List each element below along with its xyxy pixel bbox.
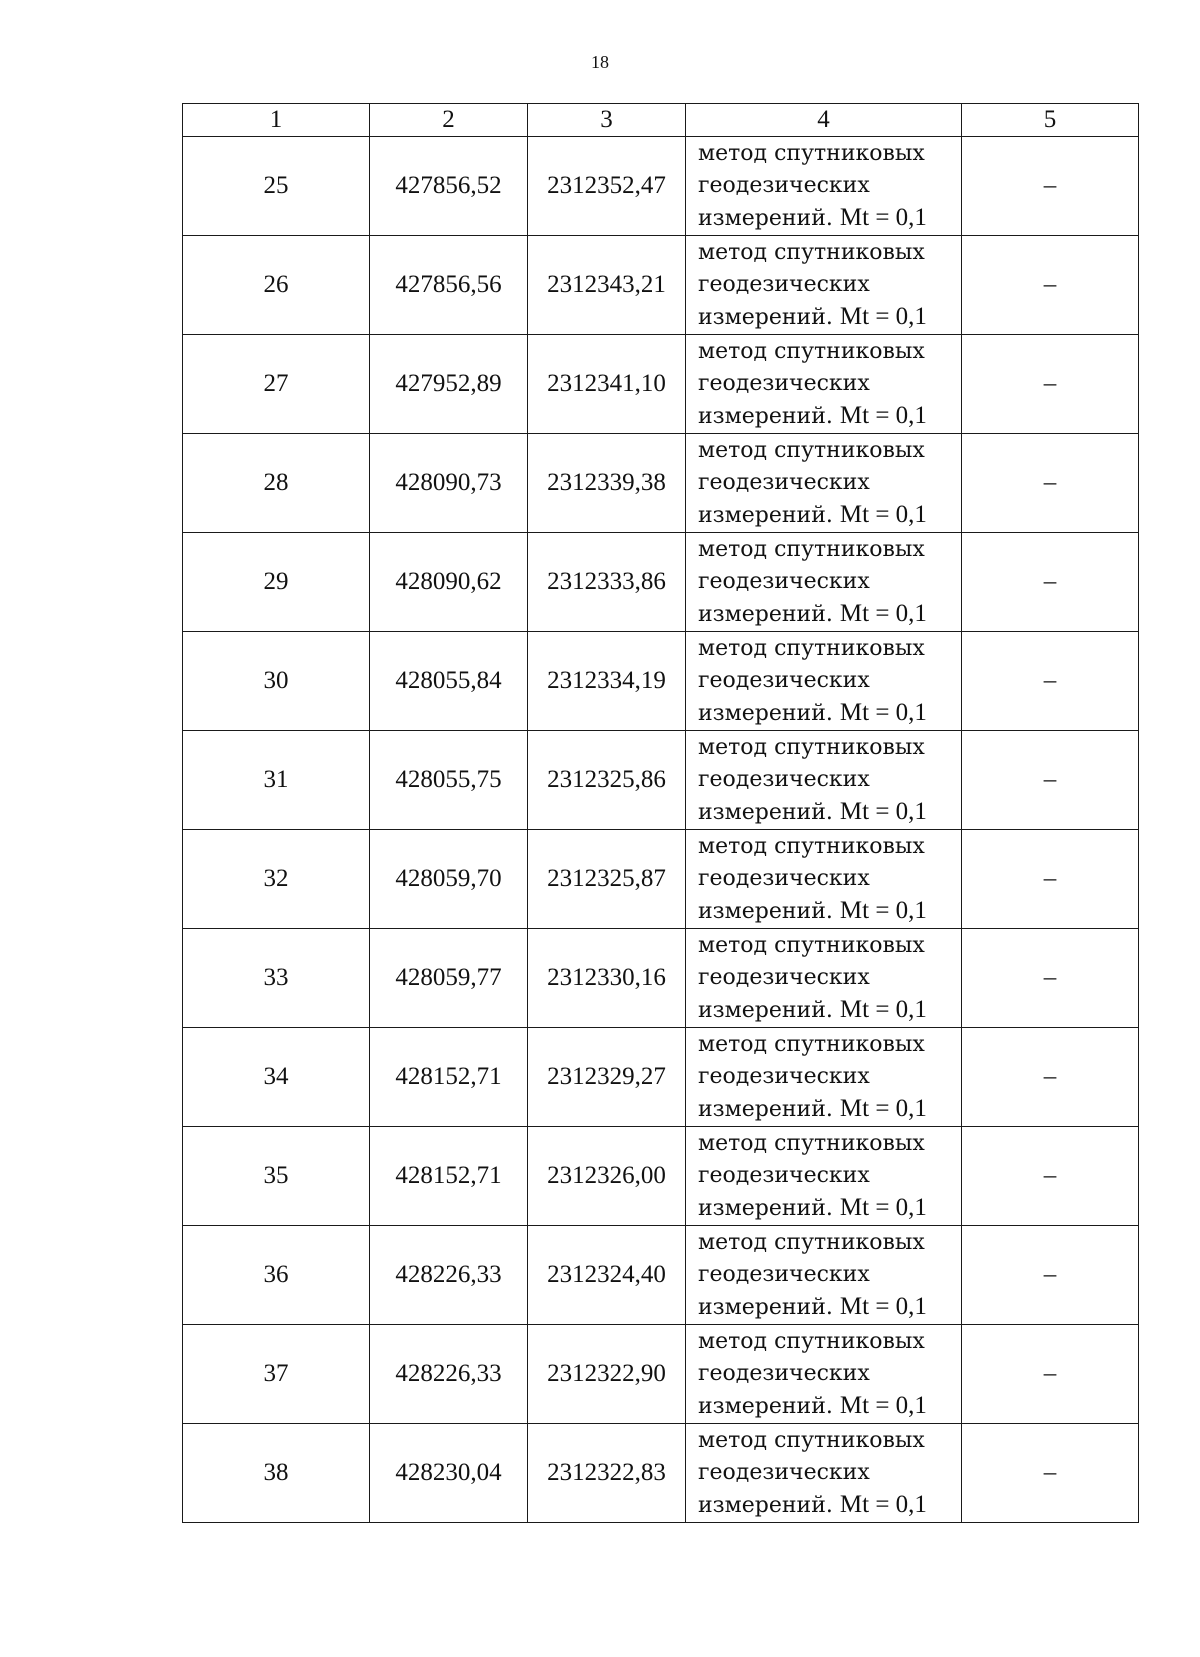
point-number-cell: 25 [183,137,370,236]
method-line-2: геодезических [698,1261,870,1287]
table-row [183,137,1139,236]
method-line-1: метод спутниковых [698,140,925,166]
method-word: измерений. [698,205,833,231]
method-line-3 [698,202,961,235]
method-line-2: геодезических [698,469,870,495]
accuracy-value: Mt = 0,1 [839,1391,927,1419]
x-coordinate-cell: 428230,04 [370,1424,528,1523]
method-line-1: метод спутниковых [698,338,925,364]
note-cell: – [962,1424,1139,1523]
accuracy-value: Mt = 0,1 [839,797,927,825]
method-line-1: метод спутниковых [698,437,925,463]
method-cell [686,335,962,434]
note-cell: – [962,929,1139,1028]
point-number-cell: 30 [183,632,370,731]
method-word: измерений. [698,898,833,924]
y-coordinate-cell: 2312329,27 [528,1028,686,1127]
method-cell [686,731,962,830]
method-line-3 [698,1489,961,1522]
header-col-5: 5 [962,104,1139,137]
note-cell: – [962,335,1139,434]
table-row [183,830,1139,929]
point-number-cell: 26 [183,236,370,335]
note-cell: – [962,434,1139,533]
method-word: измерений. [698,601,833,627]
method-line-3 [698,796,961,829]
method-line-1: метод спутниковых [698,635,925,661]
method-line-2: геодезических [698,271,870,297]
method-line-3 [698,400,961,433]
method-line-3 [698,895,961,928]
accuracy-value: Mt = 0,1 [839,302,927,330]
method-line-2: геодезических [698,964,870,990]
method-word: измерений. [698,799,833,825]
method-cell [686,632,962,731]
method-word: измерений. [698,502,833,528]
point-number-cell: 31 [183,731,370,830]
method-word: измерений. [698,304,833,330]
accuracy-value: Mt = 0,1 [839,401,927,429]
method-line-1: метод спутниковых [698,1130,925,1156]
method-cell [686,830,962,929]
method-line-2: геодезических [698,172,870,198]
point-number-cell: 29 [183,533,370,632]
method-line-3 [698,499,961,532]
method-word: измерений. [698,403,833,429]
table-row [183,1325,1139,1424]
method-line-3 [698,301,961,334]
method-line-2: геодезических [698,766,870,792]
x-coordinate-cell: 428090,73 [370,434,528,533]
method-line-2: геодезических [698,370,870,396]
method-cell [686,434,962,533]
method-line-3 [698,1192,961,1225]
accuracy-value: Mt = 0,1 [839,500,927,528]
x-coordinate-cell: 428090,62 [370,533,528,632]
accuracy-value: Mt = 0,1 [839,896,927,924]
y-coordinate-cell: 2312333,86 [528,533,686,632]
header-col-3: 3 [528,104,686,137]
table-row [183,731,1139,830]
table-row [183,1127,1139,1226]
method-word: измерений. [698,997,833,1023]
y-coordinate-cell: 2312343,21 [528,236,686,335]
method-cell [686,533,962,632]
note-cell: – [962,236,1139,335]
y-coordinate-cell: 2312326,00 [528,1127,686,1226]
table-row [183,335,1139,434]
method-cell [686,929,962,1028]
x-coordinate-cell: 427952,89 [370,335,528,434]
point-number-cell: 37 [183,1325,370,1424]
note-cell: – [962,731,1139,830]
accuracy-value: Mt = 0,1 [839,203,927,231]
method-cell [686,1028,962,1127]
accuracy-value: Mt = 0,1 [839,1490,927,1518]
accuracy-value: Mt = 0,1 [839,1193,927,1221]
point-number-cell: 27 [183,335,370,434]
method-line-2: геодезических [698,667,870,693]
x-coordinate-cell: 427856,52 [370,137,528,236]
y-coordinate-cell: 2312339,38 [528,434,686,533]
method-line-3 [698,598,961,631]
method-line-3 [698,697,961,730]
page-number: 18 [591,52,609,72]
note-cell: – [962,632,1139,731]
y-coordinate-cell: 2312341,10 [528,335,686,434]
method-line-3 [698,994,961,1027]
table-row [183,236,1139,335]
x-coordinate-cell: 428226,33 [370,1226,528,1325]
method-line-2: геодезических [698,1360,870,1386]
y-coordinate-cell: 2312322,90 [528,1325,686,1424]
y-coordinate-cell: 2312334,19 [528,632,686,731]
y-coordinate-cell: 2312352,47 [528,137,686,236]
x-coordinate-cell: 428152,71 [370,1127,528,1226]
header-col-4: 4 [686,104,962,137]
method-line-1: метод спутниковых [698,932,925,958]
method-line-1: метод спутниковых [698,1229,925,1255]
table-body [183,137,1139,1523]
x-coordinate-cell: 428055,84 [370,632,528,731]
x-coordinate-cell: 428059,70 [370,830,528,929]
note-cell: – [962,830,1139,929]
method-cell [686,1424,962,1523]
y-coordinate-cell: 2312330,16 [528,929,686,1028]
x-coordinate-cell: 428152,71 [370,1028,528,1127]
table-row [183,1226,1139,1325]
table-row [183,533,1139,632]
method-line-1: метод спутниковых [698,239,925,265]
note-cell: – [962,137,1139,236]
header-row [183,104,1139,137]
method-line-2: геодезических [698,1459,870,1485]
method-line-1: метод спутниковых [698,1328,925,1354]
point-number-cell: 33 [183,929,370,1028]
method-cell [686,137,962,236]
table-row [183,1424,1139,1523]
x-coordinate-cell: 428226,33 [370,1325,528,1424]
accuracy-value: Mt = 0,1 [839,995,927,1023]
accuracy-value: Mt = 0,1 [839,599,927,627]
method-line-1: метод спутниковых [698,1031,925,1057]
point-number-cell: 34 [183,1028,370,1127]
method-cell [686,236,962,335]
method-word: измерений. [698,1393,833,1419]
method-line-2: геодезических [698,865,870,891]
method-line-1: метод спутниковых [698,734,925,760]
method-cell [686,1127,962,1226]
table-row [183,929,1139,1028]
method-line-1: метод спутниковых [698,1427,925,1453]
method-cell [686,1226,962,1325]
method-line-2: геодезических [698,568,870,594]
point-number-cell: 28 [183,434,370,533]
method-line-1: метод спутниковых [698,833,925,859]
header-col-1: 1 [183,104,370,137]
accuracy-value: Mt = 0,1 [839,1094,927,1122]
y-coordinate-cell: 2312325,87 [528,830,686,929]
y-coordinate-cell: 2312322,83 [528,1424,686,1523]
method-cell [686,1325,962,1424]
point-number-cell: 38 [183,1424,370,1523]
point-number-cell: 35 [183,1127,370,1226]
method-word: измерений. [698,1096,833,1122]
method-word: измерений. [698,1195,833,1221]
method-line-3 [698,1390,961,1423]
x-coordinate-cell: 427856,56 [370,236,528,335]
header-col-2: 2 [370,104,528,137]
method-line-3 [698,1291,961,1324]
table-header [183,104,1139,137]
method-line-1: метод спутниковых [698,536,925,562]
point-number-cell: 32 [183,830,370,929]
table-row [183,1028,1139,1127]
note-cell: – [962,1127,1139,1226]
coordinates-table-container [182,103,1138,1523]
note-cell: – [962,1028,1139,1127]
method-word: измерений. [698,1294,833,1320]
method-line-2: геодезических [698,1162,870,1188]
x-coordinate-cell: 428055,75 [370,731,528,830]
x-coordinate-cell: 428059,77 [370,929,528,1028]
y-coordinate-cell: 2312324,40 [528,1226,686,1325]
method-line-2: геодезических [698,1063,870,1089]
table-row [183,434,1139,533]
note-cell: – [962,533,1139,632]
coordinates-table [182,103,1139,1523]
accuracy-value: Mt = 0,1 [839,1292,927,1320]
point-number-cell: 36 [183,1226,370,1325]
note-cell: – [962,1226,1139,1325]
note-cell: – [962,1325,1139,1424]
accuracy-value: Mt = 0,1 [839,698,927,726]
table-row [183,632,1139,731]
method-line-3 [698,1093,961,1126]
method-word: измерений. [698,700,833,726]
y-coordinate-cell: 2312325,86 [528,731,686,830]
method-word: измерений. [698,1492,833,1518]
